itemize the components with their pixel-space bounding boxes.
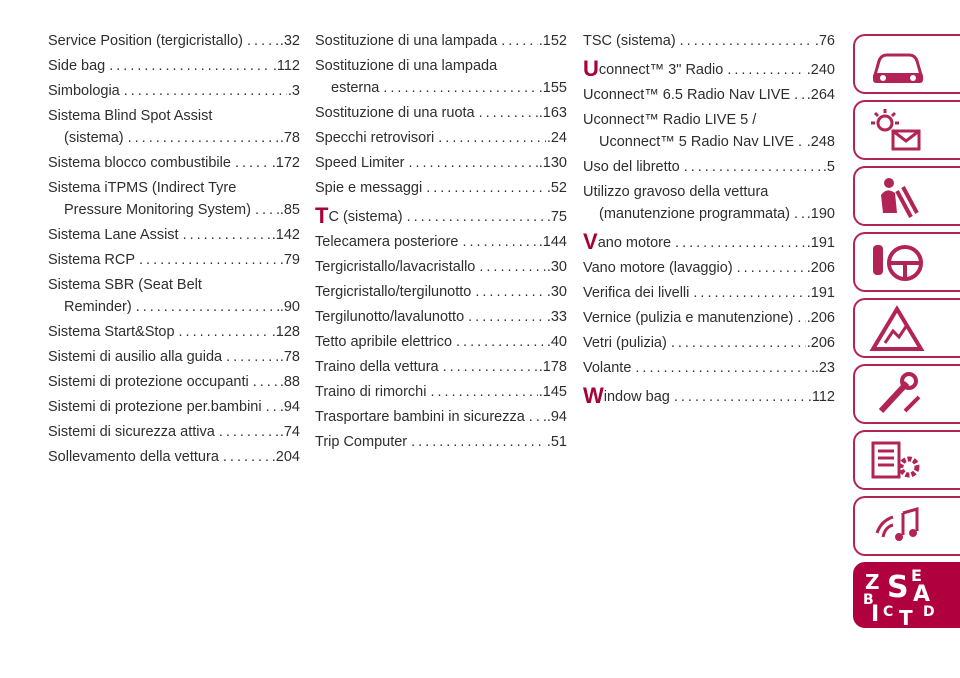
entry-label: Sistema iTPMS (Indirect Tyre bbox=[48, 180, 237, 196]
entry-label: esterna bbox=[331, 80, 380, 96]
dot-leader bbox=[667, 332, 806, 354]
page-number: .206 bbox=[806, 310, 835, 326]
tab-starting-driving[interactable] bbox=[853, 232, 960, 292]
entry-label: Vernice (pulizia e manutenzione) bbox=[583, 310, 794, 326]
entry-label: Sistema Blind Spot Assist bbox=[48, 108, 213, 124]
multimedia-icon bbox=[867, 503, 927, 553]
index-entry[interactable] bbox=[583, 109, 835, 153]
tab-vehicle[interactable] bbox=[853, 34, 960, 94]
index-entry[interactable] bbox=[583, 282, 835, 304]
dot-leader bbox=[179, 224, 271, 246]
tab-safety[interactable] bbox=[853, 166, 960, 226]
index-entry[interactable] bbox=[315, 55, 567, 99]
dot-leader bbox=[794, 131, 806, 153]
tab-maintenance[interactable] bbox=[853, 364, 960, 424]
index-entry[interactable] bbox=[48, 80, 300, 102]
index-entry[interactable] bbox=[48, 152, 300, 174]
page-number: .94 bbox=[279, 399, 300, 415]
index-entry[interactable] bbox=[48, 396, 300, 418]
index-entry[interactable] bbox=[48, 321, 300, 343]
dot-leader bbox=[434, 127, 546, 149]
page-number: .90 bbox=[279, 299, 300, 315]
dot-leader bbox=[733, 257, 806, 279]
dot-leader bbox=[790, 203, 806, 225]
dot-leader bbox=[471, 281, 545, 303]
index-entry[interactable] bbox=[48, 446, 300, 468]
entry-label: Side bag bbox=[48, 58, 106, 74]
index-entry[interactable] bbox=[48, 224, 300, 246]
entry-label: Reminder) bbox=[64, 299, 132, 315]
initial-capital: T bbox=[315, 203, 329, 228]
index-entry[interactable] bbox=[48, 346, 300, 368]
dot-leader bbox=[243, 30, 279, 52]
page-number: .94 bbox=[546, 409, 567, 425]
page-number: .52 bbox=[546, 180, 567, 196]
index-entry[interactable] bbox=[583, 181, 835, 225]
index-column-2 bbox=[315, 30, 567, 456]
entry-label: Utilizzo gravoso della vettura bbox=[583, 184, 769, 200]
entry-label: Traino della vettura bbox=[315, 359, 439, 375]
dot-leader bbox=[525, 406, 546, 428]
entry-label: Tergicristallo/tergilunotto bbox=[315, 284, 472, 300]
entry-label: Window bag bbox=[583, 383, 670, 408]
index-entry[interactable] bbox=[48, 249, 300, 271]
index-icon: Z E A B S C D I T bbox=[863, 566, 935, 630]
initial-capital: W bbox=[583, 383, 604, 408]
dot-leader bbox=[458, 231, 537, 253]
page-number: .32 bbox=[279, 33, 300, 49]
entry-label: Uconnect™ 6.5 Radio Nav LIVE bbox=[583, 87, 791, 103]
entry-label: TSC (sistema) bbox=[583, 33, 676, 49]
entry-label: Sistema blocco combustibile bbox=[48, 155, 231, 171]
index-entry[interactable] bbox=[583, 357, 835, 379]
dot-leader bbox=[124, 127, 279, 149]
entry-label: Sollevamento della vettura bbox=[48, 449, 219, 465]
initial-capital: V bbox=[583, 229, 598, 254]
entry-label: Sistema SBR (Seat Belt bbox=[48, 277, 202, 293]
page-number: .191 bbox=[806, 285, 835, 301]
page-number: .5 bbox=[822, 159, 835, 175]
index-entry[interactable] bbox=[583, 84, 835, 106]
page-number: .172 bbox=[271, 155, 300, 171]
index-entry[interactable] bbox=[315, 231, 567, 253]
page-number: .79 bbox=[279, 252, 300, 268]
index-entry[interactable] bbox=[315, 30, 567, 52]
entry-label: Sostituzione di una ruota bbox=[315, 105, 475, 121]
chapter-sidebar bbox=[853, 34, 960, 634]
dot-leader bbox=[631, 357, 813, 379]
dot-leader bbox=[175, 321, 271, 343]
page-number: .240 bbox=[806, 62, 835, 78]
entry-label: Uso del libretto bbox=[583, 159, 680, 175]
page-number: .248 bbox=[806, 134, 835, 150]
index-entry[interactable] bbox=[315, 356, 567, 378]
page-number: .88 bbox=[279, 374, 300, 390]
entry-label: Sistemi di ausilio alla guida bbox=[48, 349, 223, 365]
dot-leader bbox=[379, 77, 537, 99]
entry-label: Spie e messaggi bbox=[315, 180, 423, 196]
dot-leader bbox=[105, 55, 272, 77]
page-number: .142 bbox=[271, 227, 300, 243]
page-number: .76 bbox=[814, 33, 835, 49]
entry-label: Sistema RCP bbox=[48, 252, 136, 268]
page-number: .75 bbox=[546, 209, 567, 225]
page-number: .155 bbox=[538, 80, 567, 96]
dot-leader bbox=[422, 177, 546, 199]
entry-label: Tergicristallo/lavacristallo bbox=[315, 259, 476, 275]
entry-label: Sistemi di protezione occupanti bbox=[48, 374, 249, 390]
page-number: .190 bbox=[806, 206, 835, 222]
page-number: .85 bbox=[279, 202, 300, 218]
dot-leader bbox=[403, 206, 546, 228]
entry-label: Uconnect™ 3" Radio bbox=[583, 56, 724, 81]
entry-label: Trip Computer bbox=[315, 434, 408, 450]
airbag-seat-icon bbox=[867, 173, 927, 223]
index-entry[interactable] bbox=[315, 406, 567, 428]
page-number: .30 bbox=[546, 259, 567, 275]
index-entry[interactable] bbox=[315, 177, 567, 199]
entry-label: Telecamera posteriore bbox=[315, 234, 459, 250]
index-entry[interactable] bbox=[583, 229, 835, 254]
initial-capital: U bbox=[583, 56, 599, 81]
dot-leader bbox=[439, 356, 538, 378]
entry-label: Tergilunotto/lavalunotto bbox=[315, 309, 465, 325]
index-entry[interactable] bbox=[315, 306, 567, 328]
dot-leader bbox=[676, 30, 814, 52]
entry-label: (sistema) bbox=[64, 130, 124, 146]
entry-label: Tetto apribile elettrico bbox=[315, 334, 453, 350]
entry-label: Sostituzione di una lampada bbox=[315, 58, 498, 74]
index-entry[interactable] bbox=[48, 30, 300, 52]
page-number: .78 bbox=[279, 130, 300, 146]
dot-leader bbox=[497, 30, 538, 52]
page-number: .264 bbox=[806, 87, 835, 103]
index-entry[interactable] bbox=[583, 30, 835, 52]
index-entry[interactable] bbox=[48, 177, 300, 221]
lights-warning-icon bbox=[867, 107, 927, 157]
index-entry[interactable] bbox=[583, 332, 835, 354]
page-number: .191 bbox=[806, 235, 835, 251]
dot-leader bbox=[249, 371, 279, 393]
entry-label: Verifica dei livelli bbox=[583, 285, 690, 301]
dot-leader bbox=[790, 84, 806, 106]
page-number: .178 bbox=[538, 359, 567, 375]
wrench-icon bbox=[867, 371, 927, 421]
entry-label: Trasportare bambini in sicurezza bbox=[315, 409, 525, 425]
dot-leader bbox=[426, 381, 537, 403]
entry-label: Vano motore (lavaggio) bbox=[583, 260, 733, 276]
tab-lights-warnings[interactable] bbox=[853, 100, 960, 160]
dot-leader bbox=[262, 396, 279, 418]
page-number: .152 bbox=[538, 33, 567, 49]
entry-label: Service Position (tergicristallo) bbox=[48, 33, 244, 49]
index-entry[interactable] bbox=[315, 152, 567, 174]
index-entry[interactable] bbox=[583, 156, 835, 178]
index-entry[interactable] bbox=[48, 274, 300, 318]
car-icon bbox=[867, 41, 927, 91]
entry-label: Pressure Monitoring System) bbox=[64, 202, 251, 218]
index-column-3 bbox=[583, 30, 835, 411]
index-entry[interactable] bbox=[315, 256, 567, 278]
index-entry[interactable] bbox=[48, 421, 300, 443]
entry-label: TC (sistema) bbox=[315, 203, 403, 228]
page-number: .24 bbox=[546, 130, 567, 146]
index-column-1 bbox=[48, 30, 300, 471]
page-number: .128 bbox=[271, 324, 300, 340]
entry-label: Sistemi di sicurezza attiva bbox=[48, 424, 215, 440]
index-entry[interactable] bbox=[583, 56, 835, 81]
index-entry[interactable] bbox=[315, 281, 567, 303]
specs-gear-icon bbox=[867, 437, 927, 487]
dot-leader bbox=[793, 307, 805, 329]
index-entry[interactable] bbox=[315, 331, 567, 353]
index-entry[interactable] bbox=[583, 257, 835, 279]
index-entry[interactable] bbox=[583, 383, 835, 408]
index-entry[interactable] bbox=[315, 203, 567, 228]
dot-leader bbox=[251, 199, 279, 221]
dot-leader bbox=[222, 346, 279, 368]
index-entry[interactable] bbox=[315, 102, 567, 124]
dot-leader bbox=[475, 256, 545, 278]
page-number: .33 bbox=[546, 309, 567, 325]
key-steering-icon bbox=[867, 239, 927, 289]
entry-label: Speed Limiter bbox=[315, 155, 405, 171]
page-number: .112 bbox=[272, 58, 300, 74]
index-entry[interactable] bbox=[315, 381, 567, 403]
page-number: .206 bbox=[806, 260, 835, 276]
dot-leader bbox=[215, 421, 279, 443]
dot-leader bbox=[452, 331, 546, 353]
dot-leader bbox=[132, 296, 279, 318]
dot-leader bbox=[404, 152, 537, 174]
dot-leader bbox=[475, 102, 538, 124]
entry-label: Traino di rimorchi bbox=[315, 384, 427, 400]
index-entry[interactable] bbox=[48, 55, 300, 77]
entry-label: Sistemi di protezione per.bambini bbox=[48, 399, 262, 415]
entry-label: Sistema Lane Assist bbox=[48, 227, 179, 243]
entry-label: Uconnect™ 5 Radio Nav LIVE bbox=[599, 134, 795, 150]
index-entry[interactable] bbox=[315, 431, 567, 453]
page-number: .3 bbox=[287, 83, 300, 99]
dot-leader bbox=[407, 431, 546, 453]
dot-leader bbox=[723, 59, 805, 81]
entry-label: Sostituzione di una lampada bbox=[315, 33, 498, 49]
index-entry[interactable] bbox=[48, 371, 300, 393]
dot-leader bbox=[219, 446, 271, 468]
dot-leader bbox=[135, 249, 279, 271]
page-number: .30 bbox=[546, 284, 567, 300]
index-entry[interactable] bbox=[315, 127, 567, 149]
dot-leader bbox=[464, 306, 546, 328]
tab-multimedia[interactable] bbox=[853, 496, 960, 556]
page-number: .51 bbox=[546, 434, 567, 450]
page-number: .144 bbox=[538, 234, 567, 250]
entry-label: Uconnect™ Radio LIVE 5 / bbox=[583, 112, 757, 128]
index-entry[interactable] bbox=[583, 307, 835, 329]
entry-label: Specchi retrovisori bbox=[315, 130, 435, 146]
dot-leader bbox=[120, 80, 287, 102]
entry-label: Volante bbox=[583, 360, 632, 376]
page-number: .206 bbox=[806, 335, 835, 351]
tab-technical-data[interactable] bbox=[853, 430, 960, 490]
page-number: .40 bbox=[546, 334, 567, 350]
tab-emergency[interactable] bbox=[853, 298, 960, 358]
entry-label: Sistema Start&Stop bbox=[48, 324, 175, 340]
page-number: .23 bbox=[814, 360, 835, 376]
page-number: .74 bbox=[279, 424, 300, 440]
page-number: .204 bbox=[271, 449, 300, 465]
hazard-triangle-icon bbox=[867, 305, 927, 355]
dot-leader bbox=[670, 386, 807, 408]
page-number: .130 bbox=[538, 155, 567, 171]
page-number: .145 bbox=[538, 384, 567, 400]
entry-label: (manutenzione programmata) bbox=[599, 206, 791, 222]
entry-label: Vetri (pulizia) bbox=[583, 335, 667, 351]
page-number: .163 bbox=[538, 105, 567, 121]
entry-label: Simbologia bbox=[48, 83, 120, 99]
tab-index[interactable] bbox=[853, 562, 960, 628]
index-entry[interactable] bbox=[48, 105, 300, 149]
page-number: .112 bbox=[807, 389, 835, 405]
dot-leader bbox=[680, 156, 822, 178]
dot-leader bbox=[231, 152, 271, 174]
page-number: .78 bbox=[279, 349, 300, 365]
dot-leader bbox=[689, 282, 805, 304]
entry-label: Vano motore bbox=[583, 229, 672, 254]
dot-leader bbox=[671, 232, 806, 254]
